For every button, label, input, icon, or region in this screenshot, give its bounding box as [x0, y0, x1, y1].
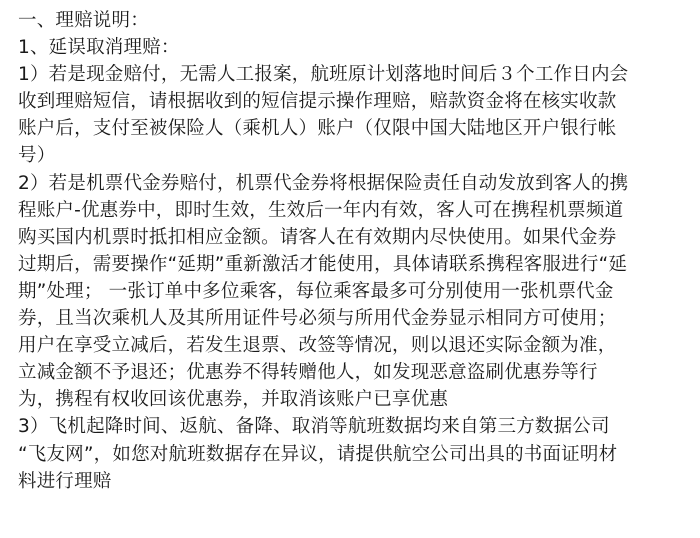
- paragraph-line: 程账户-优惠券中，即时生效，生效后一年内有效，客人可在携程机票频道: [18, 199, 624, 221]
- section-heading: 一、理赔说明：: [18, 10, 149, 31]
- paragraph-line: “飞友网”，如您对航班数据存在异议，请提供航空公司出具的书面证明材: [18, 443, 618, 465]
- paragraph-line: 用户在享受立减后，若发生退票、改签等情况，则以退还实际金额为准，: [18, 335, 617, 357]
- paragraph-line: 号）: [18, 145, 56, 167]
- paragraph-line: 收到理赔短信，请根据收到的短信提示操作理赔，赔款资金将在核实收款: [18, 91, 617, 113]
- paragraph-line: 过期后，需要操作“延期”重新激活才能使用，具体请联系携程客服进行“延: [18, 253, 628, 275]
- paragraph-line: 账户后，支付至被保险人（乘机人）账户（仅限中国大陆地区开户银行帐: [18, 118, 617, 140]
- paragraph-line: 3）飞机起降时间、返航、备降、取消等航班数据均来自第三方数据公司: [18, 416, 610, 438]
- paragraph-line: 券，且当次乘机人及其所用证件号必须与所用代金券显示相同方可使用；: [18, 308, 617, 330]
- paragraph-line: 2）若是机票代金券赔付，机票代金券将根据保险责任自动发放到客人的携: [18, 172, 629, 194]
- paragraph-line: 1）若是现金赔付，无需人工报案，航班原计划落地时间后３个工作日内会: [18, 64, 629, 86]
- paragraph-line: 料进行理赔: [18, 470, 112, 492]
- paragraph-line: 购买国内机票时抵扣相应金额。请客人在有效期内尽快使用。如果代金券: [18, 226, 617, 248]
- paragraph-line: 为，携程有权收回该优惠券，并取消该账户已享优惠: [18, 389, 449, 411]
- subsection-heading: 1、延误取消理赔：: [18, 37, 180, 59]
- paragraph-line: 立减金额不予退还；优惠券不得转赠他人，如发现恶意盗刷优惠券等行: [18, 362, 598, 384]
- paragraph-line: 期”处理； 一张订单中多位乘客，每位乘客最多可分别使用一张机票代金: [18, 280, 614, 302]
